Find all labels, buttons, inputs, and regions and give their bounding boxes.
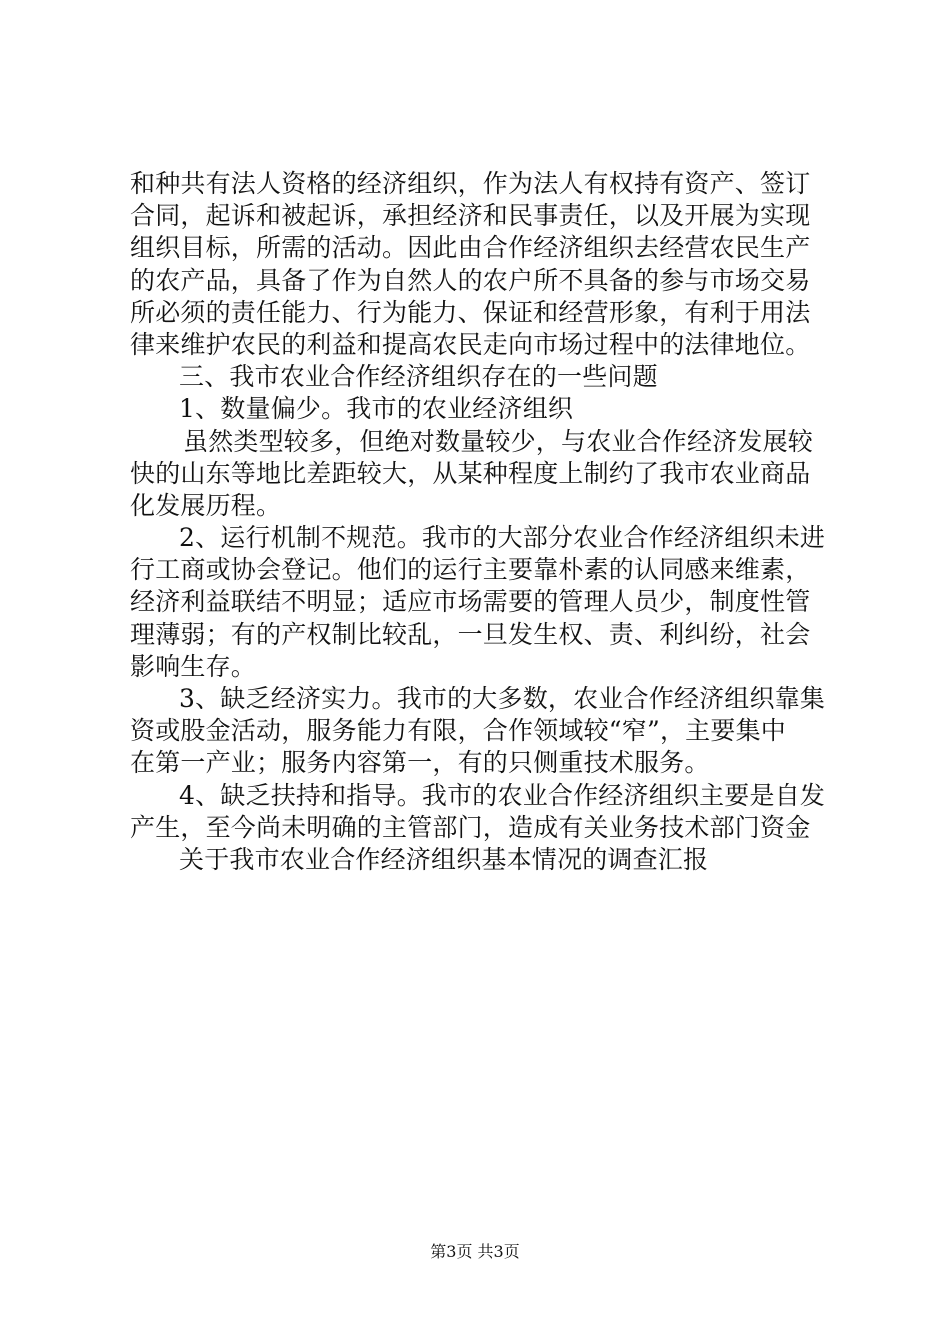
text-line: 组织目标，所需的活动。因此由合作经济组织去经营农民生产 [130, 233, 811, 263]
text-line: 3、缺乏经济实力。我市的大多数，农业合作经济组织靠集 [179, 684, 826, 713]
text-line: 所必须的责任能力、行为能力、保证和经营形象，有利于用法 [130, 297, 811, 327]
text-line: 4、缺乏扶持和指导。我市的农业合作经济组织主要是自发 [179, 780, 826, 810]
text-line: 和种共有法人资格的经济组织，作为法人有权持有资产、签订 [130, 169, 811, 198]
text-line: 经济利益联结不明显；适应市场需要的管理人员少，制度性管 [130, 587, 811, 617]
text-line: 产生，至今尚未明确的主管部门，造成有关业务技术部门资金 [130, 812, 811, 842]
text-line: 行工商或协会登记。他们的运行主要靠朴素的认同感来维素， [130, 555, 811, 585]
text-line: 2、运行机制不规范。我市的大部分农业合作经济组织未进 [179, 523, 826, 553]
section-heading: 三、我市农业合作经济组织存在的一些问题 [179, 362, 658, 392]
text-line: 快的山东等地比差距较大，从某种程度上制约了我市农业商品 [130, 458, 811, 488]
text-line: 1、数量偏少。我市的农业经济组织 [179, 394, 574, 424]
document-title-line: 关于我市农业合作经济组织基本情况的调查汇报 [179, 844, 709, 874]
page-number-footer: 第3页 共3页 [430, 1242, 520, 1261]
text-line: 虽然类型较多，但绝对数量较少，与农业合作经济发展较 [183, 426, 814, 456]
text-line: 影响生存。 [130, 651, 257, 681]
text-line: 化发展历程。 [130, 490, 282, 520]
text-line: 在第一产业；服务内容第一，有的只侧重技术服务。 [130, 748, 710, 778]
text-line: 合同，起诉和被起诉，承担经济和民事责任，以及开展为实现 [130, 201, 811, 231]
document-body [130, 168, 830, 876]
text-line: 律来维护农民的利益和提高农民走向市场过程中的法律地位。 [130, 329, 811, 359]
text-line: 理薄弱；有的产权制比较乱，一旦发生权、责、利纠纷，社会 [130, 619, 811, 649]
text-line: 的农产品，具备了作为自然人的农户所不具备的参与市场交易 [130, 265, 811, 295]
text-line: 资或股金活动，服务能力有限，合作领域较“窄”，主要集中 [130, 716, 786, 746]
